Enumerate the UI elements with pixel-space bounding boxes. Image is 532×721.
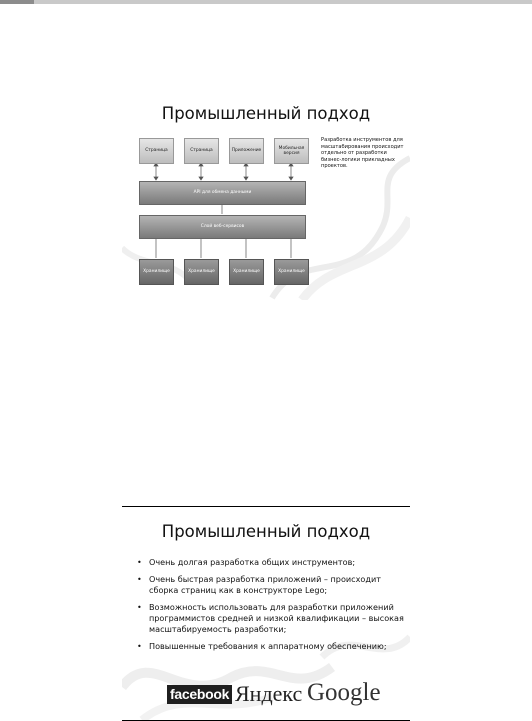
bullet-marker: •	[137, 574, 142, 584]
bullet-text: Возможность использовать для разработки приложений программистов средней и низкой квалификации – высокая масштабируемость разработки;	[149, 602, 404, 634]
slide-side-note: Разработка инструментов для масштабирования происходит отдельно от разработки бизнес-логики прикладных проектов.	[321, 137, 404, 170]
bullet-item	[137, 557, 407, 568]
slide-title: Промышленный подход	[161, 104, 371, 123]
diagram-box-page-2: Страница	[184, 138, 219, 164]
diagram-storage-4: Хранилище	[274, 259, 309, 285]
diagram-box-application: Приложение	[229, 138, 264, 164]
facebook-logo: facebook	[167, 685, 232, 704]
bullet-item	[137, 574, 407, 596]
yandex-logo: Яндекс	[235, 681, 303, 706]
slide-diagram	[122, 98, 410, 300]
bullet-list	[137, 557, 407, 658]
diagram-storage-3: Хранилище	[229, 259, 264, 285]
page-top-bar	[0, 0, 532, 4]
bullet-marker: •	[137, 602, 142, 612]
diagram-box-mobile-version: Мобильная версия	[274, 138, 309, 164]
company-logos	[162, 679, 402, 709]
bullet-text: Очень быстрая разработка приложений – происходит сборка страниц как в конструкторе Lego;	[149, 574, 381, 595]
bullet-text: Очень долгая разработка общих инструментов;	[149, 557, 356, 567]
bullet-item	[137, 641, 407, 652]
diagram-box-page-1: Страница	[139, 138, 174, 164]
bullet-item	[137, 602, 407, 635]
diagram-storage-2: Хранилище	[184, 259, 219, 285]
bullet-marker: •	[137, 641, 142, 651]
bullet-marker: •	[137, 557, 142, 567]
slide-title: Промышленный подход	[161, 522, 371, 541]
diagram-web-services-bar: Слой веб-сервисов	[139, 215, 306, 239]
page-corner-tab	[0, 0, 34, 4]
bullet-text: Повышенные требования к аппаратному обеспечению;	[149, 641, 387, 651]
diagram-storage-1: Хранилище	[139, 259, 174, 285]
slide-bullets	[122, 506, 410, 721]
diagram-api-bar: API для обмена данными	[139, 181, 306, 205]
google-logo: Google	[307, 679, 381, 706]
